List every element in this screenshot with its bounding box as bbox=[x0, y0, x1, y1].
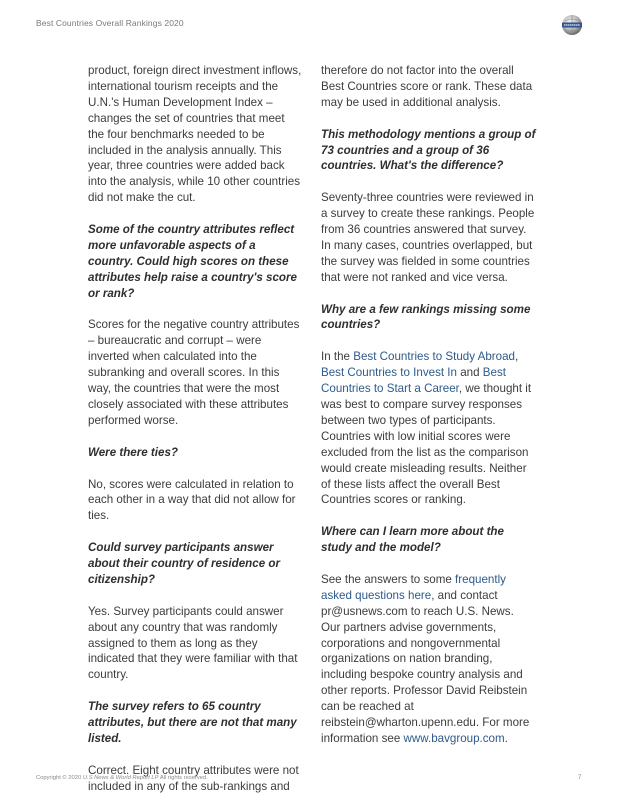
answer-text: , and contact pr@usnews.com to reach U.S. News. Our partners advise governments, corporations and nongovernmental organizations on nation branding, including bespoke country analysis and other reports. Professor David Reibstein can be reached at reibstein@wharton.upenn.edu. For more information see bbox=[321, 588, 530, 745]
answer-text: See the answers to some bbox=[321, 572, 456, 586]
faq-answer bbox=[321, 349, 536, 508]
faq-answer: Scores for the negative country attributes – bureaucratic and corrupt – were inverted when calculated into the subranking and overall scores. In this way, the countries that were the most closely associated with these attributes performed worse. bbox=[88, 318, 300, 427]
answer-text: , bbox=[515, 350, 519, 364]
invest-in-link[interactable]: Best Countries to Invest In bbox=[321, 366, 457, 380]
page-number: 7 bbox=[578, 775, 582, 781]
faq-answer: Seventy-three countries were reviewed in a survey to create these rankings. People from 36 countries answered that survey. In many cases, countries overlapped, but the survey was fielded in some countries that were not ranked and vice versa. bbox=[321, 191, 535, 284]
rights-text: All rights reserved. bbox=[158, 775, 208, 781]
faq-question: This methodology mentions a group of 73 countries and a group of 36 countries. What's the difference? bbox=[321, 127, 536, 173]
right-column bbox=[321, 63, 536, 763]
faq-answer: Correct. Eight country attributes were not included in any of the sub-rankings and bbox=[88, 763, 299, 793]
faq-link[interactable]: frequently asked questions here bbox=[321, 572, 506, 602]
study-abroad-link[interactable]: Best Countries to Study Abroad bbox=[353, 350, 515, 364]
faq-question: Where can I learn more about the study and the model? bbox=[321, 525, 504, 555]
answer-text: , we thought it was best to compare survey responses between two types of participants. Countries with low initial scores were excluded from the list as the comparison would create misleading results. Neither of these lists affect the overall Best Countries scores or ranking. bbox=[321, 382, 532, 507]
faq-question: Could survey participants answer about their country of residence or citizenship? bbox=[88, 541, 280, 586]
start-career-link[interactable]: Best Countries to Start a Career bbox=[321, 366, 506, 396]
faq-question: Why are a few rankings missing some countries? bbox=[321, 302, 531, 332]
copyright-notice bbox=[36, 775, 208, 781]
answer-text: . bbox=[504, 731, 508, 745]
paragraph: therefore do not factor into the overall Best Countries score or rank. These data may be used in additional analysis. bbox=[321, 64, 533, 109]
faq-question: Were there ties? bbox=[88, 445, 178, 459]
copyright-text: Copyright © 2020 bbox=[36, 775, 83, 781]
publisher-name: U.S News & World Report LP bbox=[82, 775, 159, 781]
usnews-globe-logo-icon bbox=[561, 14, 583, 36]
answer-text: In the bbox=[321, 350, 354, 364]
faq-answer bbox=[321, 572, 536, 747]
document-title: Best Countries Overall Rankings 2020 bbox=[36, 18, 184, 28]
bavgroup-link[interactable]: www.bavgroup.com bbox=[403, 731, 505, 745]
paragraph: product, foreign direct investment inflows, international tourism receipts and the U.N.'s Human Development Index – changes the set of countries that meet the four benchmarks needed to be included in the analysis annually. This year, three countries were added back into the analysis, while 10 other countries did not make the cut. bbox=[88, 64, 302, 205]
faq-question: The survey refers to 65 country attributes, but there are not that many listed. bbox=[88, 700, 297, 745]
faq-question: Some of the country attributes reflect more unfavorable aspects of a country. Could high scores on these attributes help raise a country's score or rank? bbox=[88, 223, 297, 300]
left-column bbox=[88, 63, 303, 810]
faq-answer: No, scores were calculated in relation to each other in a way that did not allow for ties. bbox=[88, 477, 296, 523]
answer-text: and bbox=[456, 366, 483, 380]
faq-answer: Yes. Survey participants could answer about any country that was randomly assigned to them as long as they indicated that they were familiar with that country. bbox=[88, 604, 298, 682]
